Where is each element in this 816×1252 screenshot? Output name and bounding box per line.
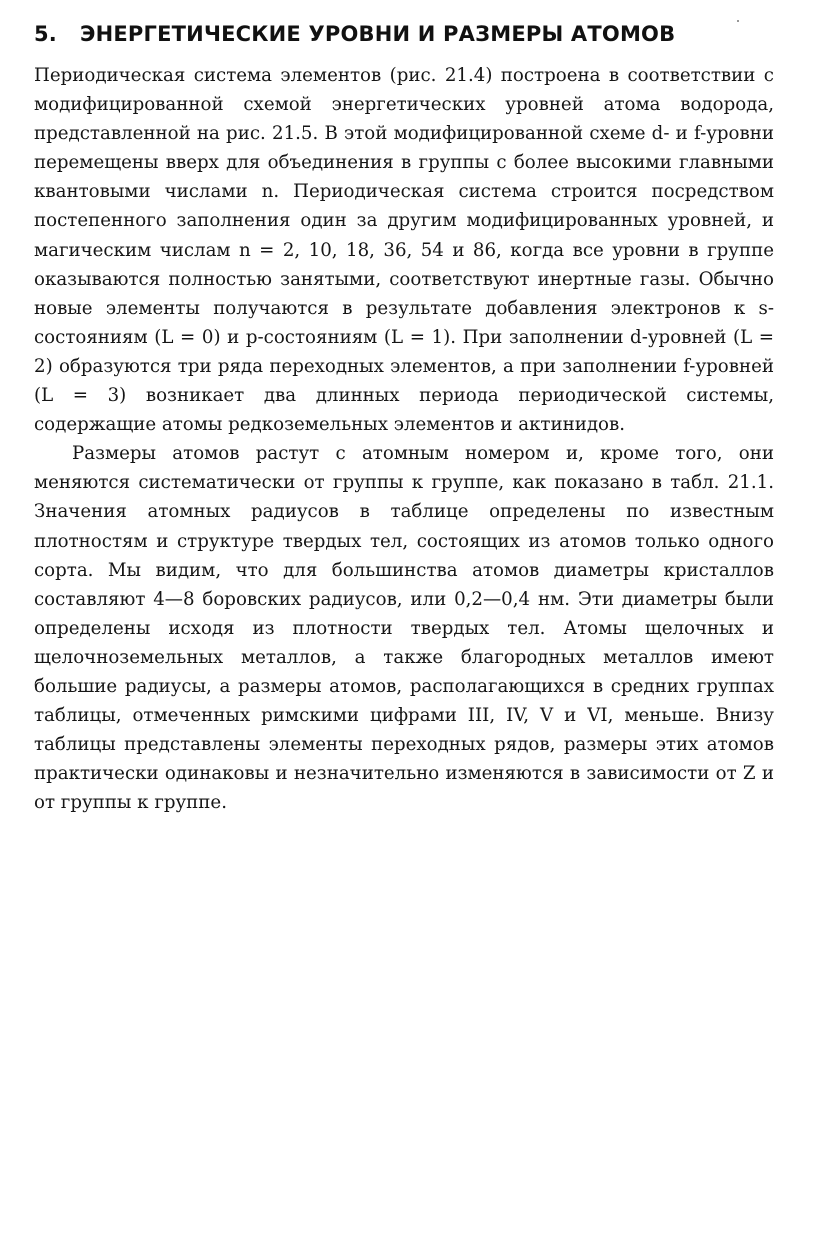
section-heading xyxy=(34,22,794,46)
section-number: 5. xyxy=(34,22,57,46)
section-title: ЭНЕРГЕТИЧЕСКИЕ УРОВНИ И РАЗМЕРЫ АТОМОВ xyxy=(80,22,676,46)
paragraph-periodic-system: Периодическая система элементов (рис. 21.4) построена в соответствии с модифицированной схемой энергетических уровней атома водорода, представленной на рис. 21.5. В этой модифицированной схеме d- и f-уровни перемещены вверх для объединения в группы с более высокими главными квантовыми числами n. Периодическая система строится посредством постепенного заполнения один за другим модифицированных уровней, и магическим числам n = 2, 10, 18, 36, 54 и 86, когда все уровни в группе оказываются полностью занятыми, соответствуют инертные газы. Обычно новые элементы получаются в результате добавления электронов к s-состояниям (L = 0) и p-состояниям (L = 1). При заполнении d-уровней (L = 2) образуются три ряда переходных элементов, а при заполнении f-уровней (L = 3) возникает два длинных периода периодической системы, содержащие атомы редкоземельных элементов и актинидов. xyxy=(34,65,774,436)
paragraph-atom-sizes: Размеры атомов растут с атомным номером и, кроме того, они меняются систематически от группы к группе, как показано в табл. 21.1. Значения атомных радиусов в таблице определены по известным плотностям и структуре твердых тел, состоящих из атомов только одного сорта. Мы видим, что для большинства атомов диаметры кристаллов составляют 4—8 боровских радиусов, или 0,2—0,4 нм. Эти диаметры были определены исходя из плотности твердых тел. Атомы щелочных и щелочноземельных металлов, а также благородных металлов имеют большие радиусы, а размеры атомов, располагающихся в средних группах таблицы, отмеченных римскими цифрами III, IV, V и VI, меньше. Внизу таблицы представлены элементы переходных рядов, размеры этих атомов практически одинаковы и незначительно изменяются в зависимости от Z и от группы к группе. xyxy=(34,443,774,814)
body-text xyxy=(34,61,774,817)
